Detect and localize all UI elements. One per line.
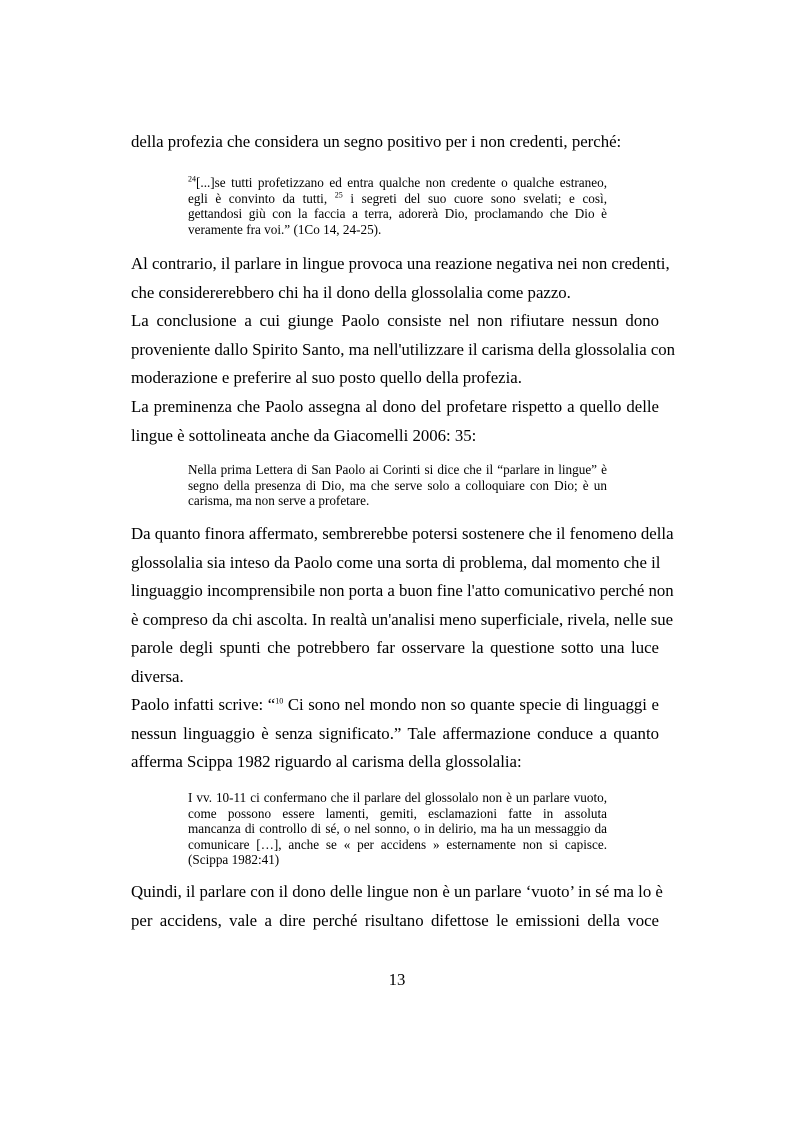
paragraph-paolo-writes <box>131 691 659 777</box>
paragraph-quindi <box>131 878 663 935</box>
text-line: mancanza di controllo di sé, o nel sonno, o in delirio, ma ha un messaggio da <box>188 821 607 837</box>
text-line: veramente fra voi.” (1Co 14, 24-25). <box>188 221 382 237</box>
text-line: (Scippa 1982:41) <box>188 852 280 868</box>
text-line: egli è convinto da tutti, $^{25}$ i segreti del suo cuore sono svelati; e così, <box>188 190 607 206</box>
text-line: La conclusione a cui giunge Paolo consiste nel non rifiutare nessun dono <box>131 311 659 331</box>
text-line: proveniente dallo Spirito Santo, ma nell'utilizzare il carisma della glossolalia con <box>131 339 676 359</box>
page-number: 13 <box>388 970 406 989</box>
verse-number: 10 <box>275 696 284 706</box>
text-line: Da quanto finora affermato, sembrerebbe potersi sostenere che il fenomeno della <box>131 524 674 543</box>
blockquote-corinthians <box>188 175 607 237</box>
text-line: della profezia che considera un segno positivo per i non credenti, perché: <box>131 132 622 151</box>
text-line: nessun linguaggio è senza significato.” Tale affermazione conduce a quanto <box>131 723 659 743</box>
text-line: è compreso da chi ascolta. In realtà un'analisi meno superficiale, rivela, nelle sue <box>131 609 674 629</box>
text-line: gettandosi giù con la faccia a terra, adorerà Dio, proclamando che Dio è <box>188 206 607 222</box>
blockquote-scippa <box>188 790 607 868</box>
paragraph-analysis <box>131 520 674 692</box>
text-line: come possono essere lamenti, gemiti, esclamazioni fatte in assoluta <box>188 805 607 821</box>
text-line: glossolalia sia inteso da Paolo come una sorta di problema, dal momento che il <box>131 552 661 572</box>
text-line: Nella prima Lettera di San Paolo ai Corinti si dice che il “parlare in lingue” è <box>188 462 607 477</box>
text-line: che considererebbero chi ha il dono della glossolalia come pazzo. <box>131 282 571 302</box>
text-line: comunicare […], anche se « per accidens » esternamente non si capisce. <box>188 836 607 852</box>
text-line: lingue è sottolineata anche da Giacomelli 2006: 35: <box>131 425 477 445</box>
text-line: Paolo infatti scrive: “$^{10}$ Ci sono nel mondo non so quante specie di linguaggi e <box>131 695 660 714</box>
blockquote-giacomelli <box>188 462 607 509</box>
text-line: moderazione e preferire al suo posto quello della profezia. <box>131 368 522 388</box>
text-line: carisma, ma non serve a profetare. <box>188 493 370 509</box>
paragraph-conclusion <box>131 250 676 450</box>
text-line: Al contrario, il parlare in lingue provoca una reazione negativa nei non credenti, <box>131 254 670 273</box>
text-line: segno della presenza di Dio, ma che serve solo a colloquiare con Dio; è un <box>188 477 607 493</box>
text-line: diversa. <box>131 666 184 686</box>
text-line: linguaggio incomprensibile non porta a buon fine l'atto comunicativo perché non <box>131 581 674 601</box>
text-line: La preminenza che Paolo assegna al dono del profetare rispetto a quello delle <box>131 396 659 416</box>
text-line: I vv. 10-11 ci confermano che il parlare del glossolalo non è un parlare vuoto, <box>188 790 607 805</box>
verse-number: 25 <box>334 190 343 200</box>
text-line: per accidens, vale a dire perché risultano difettose le emissioni della voce <box>131 910 659 930</box>
verse-number: 24 <box>188 174 196 184</box>
text-line: afferma Scippa 1982 riguardo al carisma della glossolalia: <box>131 752 522 772</box>
text-line: Quindi, il parlare con il dono delle lingue non è un parlare ‘vuoto’ in sé ma lo è <box>131 882 663 901</box>
text-line: $^{24}$[...]se tutti profetizzano ed entra qualche non credente o qualche estraneo, <box>188 174 607 190</box>
text-line: parole degli spunti che potrebbero far osservare la questione sotto una luce <box>131 638 659 658</box>
paragraph-intro <box>131 128 659 157</box>
